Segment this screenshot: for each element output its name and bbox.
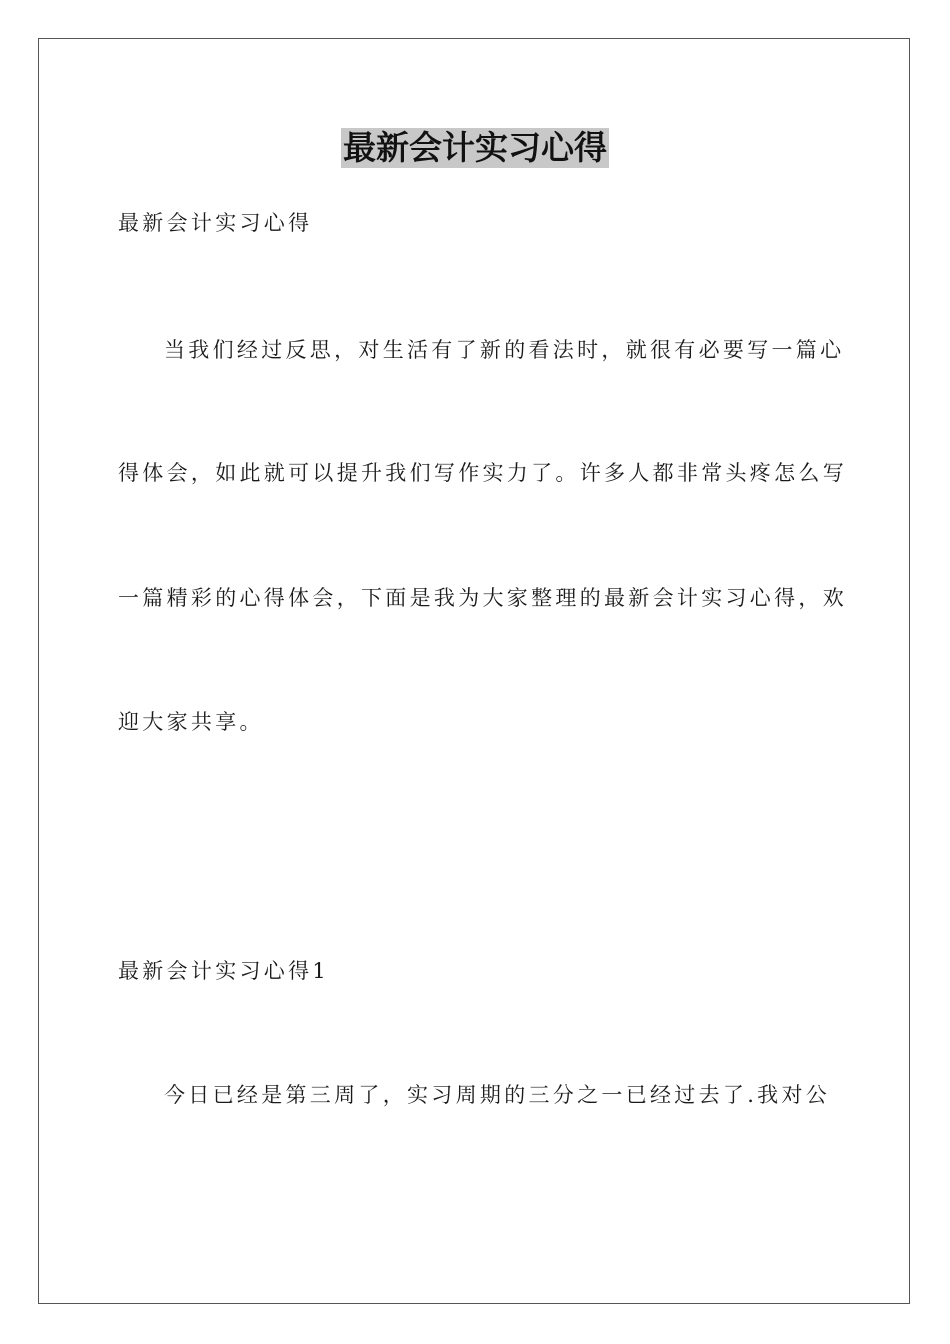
document-title: 最新会计实习心得 bbox=[343, 128, 607, 167]
intro-line-1: 当我们经过反思，对生活有了新的看法时，就很有必要写一篇心 bbox=[164, 338, 845, 362]
intro-line-3: 一篇精彩的心得体会，下面是我为大家整理的最新会计实习心得，欢 bbox=[118, 586, 847, 610]
title-container bbox=[0, 128, 950, 168]
section-line-1: 今日已经是第三周了，实习周期的三分之一已经过去了.我对公 bbox=[164, 1083, 831, 1107]
document-subtitle: 最新会计实习心得 bbox=[118, 211, 313, 235]
intro-line-2: 得体会，如此就可以提升我们写作实力了。许多人都非常头疼怎么写 bbox=[118, 461, 847, 485]
section-heading: 最新会计实习心得1 bbox=[118, 959, 330, 983]
intro-line-4: 迎大家共享。 bbox=[118, 710, 264, 734]
